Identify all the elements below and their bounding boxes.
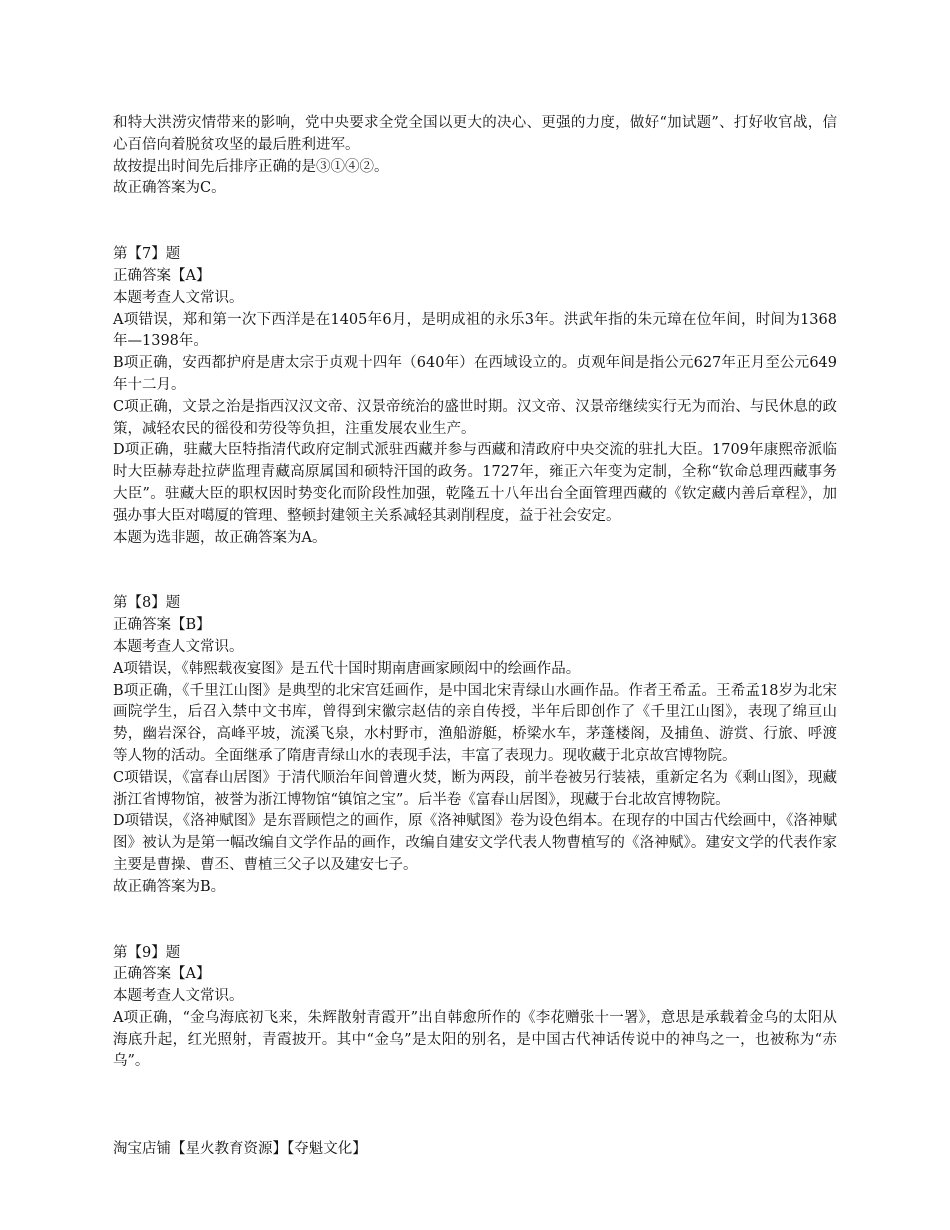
question-answer: 正确答案【A】 bbox=[113, 267, 211, 284]
question-8 bbox=[113, 593, 837, 898]
intro-order-line: 故按提出时间先后排序正确的是③①④②。 bbox=[113, 158, 389, 175]
intro-paragraph: 和特大洪涝灾情带来的影响，党中央要求全党全国以更大的决心、更强的力度，做好“加试题”、打好收官战，信心百倍向着脱贫攻坚的最后胜利进军。 bbox=[113, 115, 837, 153]
explanation-line: 本题考查人文常识。 bbox=[113, 289, 244, 306]
explanation-line: B项正确，安西都护府是唐太宗于贞观十四年（640年）在西域设立的。贞观年间是指公元627年正月至公元649年十二月。 bbox=[113, 355, 837, 393]
explanation-line: C项错误，《富春山居图》于清代顺治年间曾遭火焚，断为两段，前半卷被另行装裱，重新定名为《剩山图》，现藏浙江省博物馆，被誉为浙江博物馆“镇馆之宝”。后半卷《富春山居图》，现藏于台北故宫博物院。 bbox=[113, 769, 837, 808]
explanation-line: A项正确，“金乌海底初飞来，朱辉散射青霞开”出自韩愈所作的《李花赠张十一署》，意思是承载着金乌的太阳从海底升起，红光照射，青霞披开。其中“金乌”是太阳的别名，是中国古代神话传说中的神鸟之一，也被称为“赤乌”。 bbox=[113, 1009, 837, 1070]
intro-section bbox=[113, 113, 837, 200]
question-9 bbox=[113, 943, 837, 1074]
question-title: 第【8】题 bbox=[113, 595, 181, 612]
explanation-line: D项错误，《洛神赋图》是东晋顾恺之的画作，原《洛神赋图》卷为设色绢本。在现存的中国古代绘画中，《洛神赋图》被认为是第一幅改编自文学作品的画作，改编自建安文学代表人物曹植写的《洛神赋》。建安文学的代表作家主要是曹操、曹丕、曹植三父子以及建安七子。 bbox=[113, 813, 837, 873]
explanation-line: D项正确，驻藏大臣特指清代政府定制式派驻西藏并参与西藏和清政府中央交流的驻扎大臣。1709年康熙帝派临时大臣赫寿赴拉萨监理青藏高原属国和硕特汗国的政务。1727年，雍正六年变为定制，全称“钦命总理西藏事务大臣”。驻藏大臣的职权因时势变化而阶段性加强，乾隆五十八年出台全面管理西藏的《钦定藏内善后章程》，加强办事大臣对噶厦的管理、整顿封建领主关系减轻其剥削程度，益于社会安定。 bbox=[113, 442, 837, 524]
intro-answer-line: 故正确答案为C。 bbox=[113, 180, 226, 197]
explanation-line: 本题考查人文常识。 bbox=[113, 638, 244, 655]
question-answer: 正确答案【B】 bbox=[113, 617, 211, 634]
explanation-line: 故正确答案为B。 bbox=[113, 878, 226, 895]
question-answer: 正确答案【A】 bbox=[113, 966, 211, 983]
explanation-line: B项正确，《千里江山图》是典型的北宋宫廷画作，是中国北宋青绿山水画作品。作者王希孟。王希孟18岁为北宋画院学生，后召入禁中文书库，曾得到宋徽宗赵佶的亲自传授，半年后即创作了《千里江山图》，表现了绵亘山势，幽岩深谷，高峰平坡，流溪飞泉，水村野市，渔船游艇，桥梁水车，茅蓬楼阁，及捕鱼、游赏、行旅、呼渡等人物的活动。全面继承了隋唐青绿山水的表现手法，丰富了表现力。现收藏于北京故宫博物院。 bbox=[113, 682, 837, 764]
explanation-line: A项错误，郑和第一次下西洋是在1405年6月，是明成祖的永乐3年。洪武年指的朱元璋在位年间，时间为1368年—1398年。 bbox=[113, 311, 837, 350]
question-title: 第【9】题 bbox=[113, 944, 181, 961]
question-7 bbox=[113, 244, 837, 549]
explanation-line: A项错误，《韩熙载夜宴图》是五代十国时期南唐画家顾闳中的绘画作品。 bbox=[113, 660, 581, 677]
page-footer: 淘宝店铺【星火教育资源】【夺魁文化】 bbox=[113, 1141, 367, 1157]
explanation-line: C项正确，文景之治是指西汉汉文帝、汉景帝统治的盛世时期。汉文帝、汉景帝继续实行无为而治、与民休息的政策，减轻农民的徭役和劳役等负担，注重发展农业生产。 bbox=[113, 398, 837, 437]
explanation-line: 本题为选非题，故正确答案为A。 bbox=[113, 529, 327, 546]
explanation-line: 本题考查人文常识。 bbox=[113, 988, 244, 1005]
document-body bbox=[113, 113, 837, 1073]
question-title: 第【7】题 bbox=[113, 246, 181, 263]
